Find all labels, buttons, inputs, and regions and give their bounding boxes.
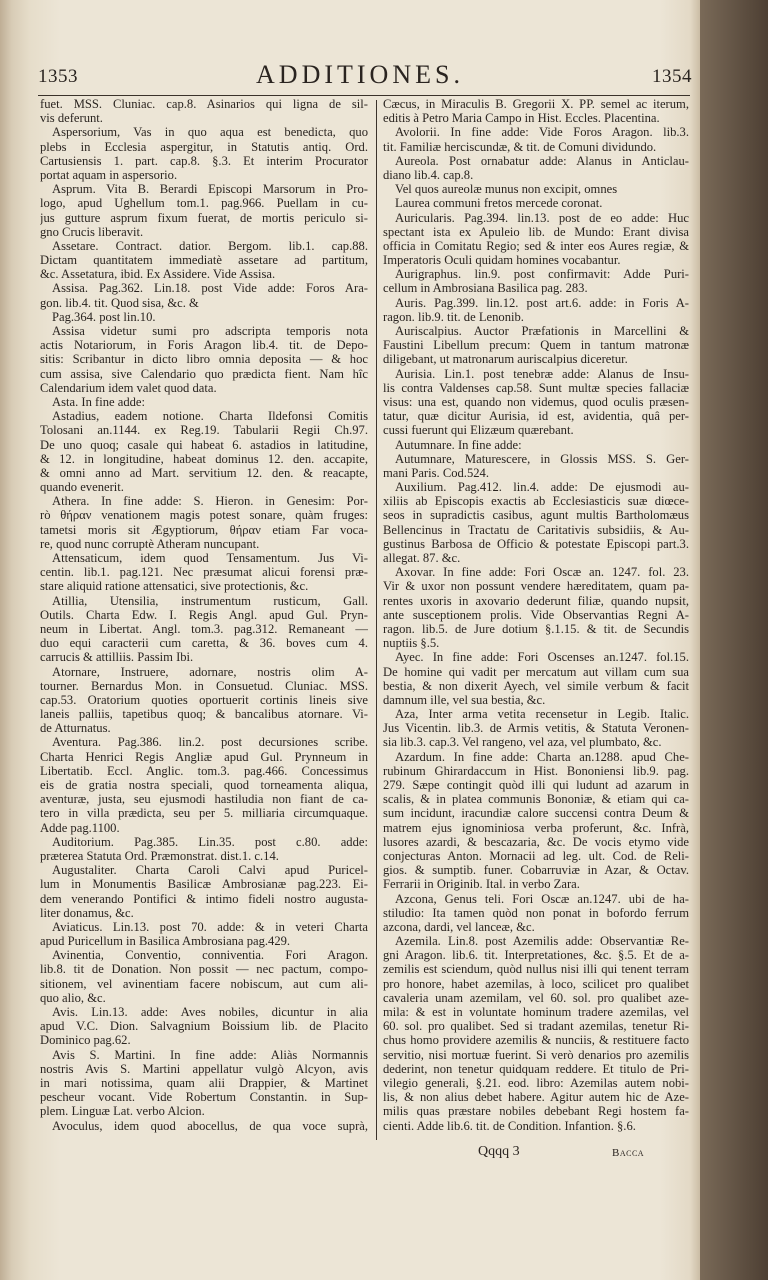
text-line: seos in supradictis casibus, agunt multis Bartholomæus: [383, 508, 689, 523]
text-line: plebs in Ecclesia aspergitur, in Statutis antiq. Ord.: [40, 139, 368, 154]
paragraph: [40, 1119, 368, 1133]
text-line: Bellencinus in Tractatu de Caritativis subsidiis, & Au-: [383, 522, 689, 537]
text-line: 60. sol. pro qualibet. Sed si tradant azemilas, tenetur Ri-: [383, 1019, 689, 1034]
text-line: lum in Monumentis Basilicæ Ambrosianæ pag.223. Ei-: [40, 877, 368, 892]
paragraph: [383, 452, 689, 480]
text-line: Auditorium. Pag.385. Lin.35. post c.80. adde:: [52, 834, 368, 849]
text-line: Asprum. Vita B. Berardi Episcopi Marsorum in Pro-: [52, 182, 368, 197]
text-line: laneis palliis, tapetibus quoq; & bancalibus atornare. Vi-: [40, 707, 368, 722]
text-line: Cartusiensis 1. part. cap.8. §.3. Et interim Procurator: [40, 153, 368, 168]
paragraph: [383, 934, 689, 1133]
text-line: tatur, quæ dicitur Aurisia, id est, avidentia, quâ per-: [383, 409, 689, 424]
text-line: azcona, dardi, vel lanceæ, &c.: [383, 919, 535, 934]
paragraph: [40, 125, 368, 182]
text-line: Aureola. Post ornabatur adde: Alanus in Anticlau-: [395, 153, 689, 168]
text-line: diano lib.4. cap.8.: [383, 167, 474, 182]
text-line: lib.8. tit de Donation. Non possit — nec pactum, compo-: [40, 962, 368, 977]
paragraph: [40, 920, 368, 948]
text-line: pescheur vocant. Vide Robertum Constantin. in Sup-: [40, 1090, 368, 1105]
text-line: plem. Linguæ Lat. verbo Alcion.: [40, 1104, 205, 1119]
text-line: Aurigraphus. lin.9. post confirmavit: Adde Puri-: [395, 267, 689, 282]
text-line: nuptiis §.5.: [383, 636, 440, 651]
text-line: dem venerando Pontifici & intimo fideli nostro augusta-: [40, 891, 368, 906]
text-line: gon. lib.4. tit. Quod sisa, &c. &: [40, 295, 199, 310]
text-line: in mari notissima, quam alii Drappier, & Martinet: [40, 1075, 368, 1090]
text-line: Avoculus, idem quod abocellus, de qua voce suprà,: [52, 1118, 368, 1133]
text-line: Aspersorium, Vas in quo aqua est benedicta, quo: [52, 125, 368, 140]
text-line: Auxilium. Pag.412. lin.4. adde: De ejusmodi au-: [395, 480, 689, 495]
paragraph: [40, 409, 368, 494]
text-line: & 12. in longitudine, habeat dominus 12. den. accapite,: [40, 451, 368, 466]
paragraph: [383, 324, 689, 367]
text-line: tourner. Bernardus Mon. in Consuetud. Cluniac. MSS.: [40, 678, 368, 693]
text-line: cap.53. Oratorium quoties oportuerit cortinis lineis sive: [40, 692, 368, 707]
paragraph: [40, 1048, 368, 1119]
paragraph: [383, 438, 689, 452]
paragraph: [40, 551, 368, 594]
paragraph: [40, 835, 368, 863]
text-line: lis contra Valdenses cap.58. Sunt multæ species fallaciæ: [383, 380, 689, 395]
page-number-left: 1353: [38, 66, 78, 87]
text-line: damnum ille, vel sua bestia, &c.: [383, 692, 546, 707]
text-line: Tolosani an.1144. ex Reg.19. Tabularii Regii Ch.97.: [40, 423, 368, 438]
text-line: chus homo providere azemilis & nunciis, & restituere facto: [383, 1033, 689, 1048]
text-line: Attensaticum, idem quod Tensamentum. Jus Vi-: [52, 551, 368, 565]
text-line: actis Notariorum, in Foris Aragon lib.4. tit. de Depo-: [40, 338, 368, 353]
text-line: Athera. In fine adde: S. Hieron. in Genesim: Por-: [52, 494, 368, 509]
paragraph: [40, 395, 368, 409]
text-line: mila: & est in voluntate hominum tradere azemilas, vel: [383, 1005, 689, 1019]
text-line: de Atturnatus.: [40, 721, 111, 736]
text-line: Vir & uxor non possunt vendere hæreditatem, quam pa-: [383, 579, 689, 594]
text-line: Aza, Inter arma vetita recensetur in Legib. Italic.: [395, 707, 689, 722]
paragraph: [383, 707, 689, 750]
text-line: pro honore, habet azemilas, à loco, scilicet pro qualibet: [383, 976, 689, 991]
paragraph: [383, 125, 689, 153]
text-line: ante susceptionem prolis. Vide Observantias Regni A-: [383, 607, 689, 622]
text-line: mani Paris. Cod.524.: [383, 465, 489, 480]
text-line: zemilis est sciendum, quòd nullus nisi illi qui tenent terram: [383, 962, 689, 977]
paragraph: [383, 565, 689, 650]
text-line: Augustaliter. Charta Caroli Calvi apud Puricel-: [52, 863, 368, 878]
text-line: Assetare. Contract. datior. Bergom. lib.1. cap.88.: [52, 238, 368, 253]
text-line: Atillia, Utensilia, instrumentum rusticum, Gall.: [52, 593, 368, 608]
column-divider: [376, 100, 377, 1140]
text-line: rubinum Ghirardaccum in Hist. Bononiensi lib.9. pag.: [383, 763, 689, 778]
paragraph: [40, 665, 368, 736]
text-line: cienti. Adde lib.6. tit. de Condition. Infantion. §.6.: [383, 1118, 636, 1133]
text-line: ragon. lib.5. de Jure dotium §.1.15. & tit. de Secundis: [383, 621, 689, 636]
text-line: diligebant, ut matronarum auriscalpius diceretur.: [383, 352, 628, 367]
text-line: milis quas præstare nobiles debebant Regi hostem fa-: [383, 1104, 689, 1119]
signature-mark: Qqqq 3: [478, 1144, 520, 1159]
paragraph: [40, 182, 368, 239]
text-line: apud V.C. Dion. Salvagnium Boissium lib. de Placito: [40, 1019, 368, 1034]
text-line: quo alio, &c.: [40, 990, 106, 1005]
text-line: Asta. In fine adde:: [52, 394, 146, 409]
paragraph: [383, 480, 689, 565]
text-line: Aventura. Pag.386. lin.2. post decursiones scribe.: [52, 735, 368, 750]
text-line: xiliis ab Episcopis exactis ab Ecclesiasticis suæ diœce-: [383, 494, 689, 509]
paragraph: [383, 154, 689, 182]
paragraph: [383, 196, 689, 210]
text-line: sitis: Scribantur in dicto libro omnia deposita — & hoc: [40, 352, 368, 367]
text-line: cavaleria unam azemilam, vel 60. sol. pro qualibet aze-: [383, 990, 689, 1005]
book-edge: [700, 0, 768, 1280]
text-line: editis à Petro Maria Campo in Hist. Eccles. Placentina.: [383, 111, 660, 126]
text-line: stare aliquid ratione attensatici, sive protectionis, &c.: [40, 579, 309, 594]
text-line: Cæcus, in Miraculis B. Gregorii X. PP. semel ac iterum,: [383, 97, 689, 111]
paragraph: [40, 494, 368, 551]
text-line: tero in villa prædicta, seu per 5. milliaria circumquaque.: [40, 806, 368, 821]
text-line: cum assisa, sive Calendario quo prædicta fient. Nam hîc: [40, 366, 368, 381]
text-line: scalis, & in platea communis Bononiæ, & etiam qui ca-: [383, 792, 689, 807]
text-line: allegat. 87. &c.: [383, 551, 461, 565]
paragraph: [40, 281, 368, 309]
text-line: lis, & non alius debet habere. Agitur autem hic de Aze-: [383, 1090, 689, 1105]
text-line: Aurisia. Lin.1. post tenebræ adde: Alanus de Insu-: [395, 366, 689, 381]
text-line: lusores azardi, & bescazaria, &c. De vocis etymo vide: [383, 834, 689, 849]
text-line: quando evenerit.: [40, 480, 124, 495]
paragraph: [383, 750, 689, 892]
text-line: Adde pag.1100.: [40, 820, 120, 835]
text-line: sia lib.3. cap.3. Vel rangeno, vel aza, vel plumbato, &c.: [383, 735, 662, 750]
paragraph: [383, 182, 689, 196]
text-line: cussi fuerunt qui Elizæum quærebant.: [383, 423, 574, 438]
text-line: Pag.364. post lin.10.: [52, 309, 156, 324]
text-line: spectant ista ex Apuleio lib. de Mundo: Erant divisa: [383, 224, 689, 239]
text-line: Autumnare, Maturescere, in Glossis MSS. S. Ger-: [395, 451, 689, 466]
text-line: Assisa videtur sumi pro adscripta temporis nota: [52, 324, 368, 338]
paragraph: [40, 239, 368, 282]
paragraph: [40, 863, 368, 920]
text-line: vilegio generali, §.21. eod. libro: Azemilas autem nobi-: [383, 1075, 689, 1090]
text-line: nostris Avis S. Martini appellatur vulgò Alcyon, avis: [40, 1061, 368, 1076]
page-number-right: 1354: [652, 66, 692, 87]
paragraph: [40, 735, 368, 834]
text-line: &c. Assetatura, ibid. Ex Assidere. Vide Assisa.: [40, 267, 276, 282]
text-line: matrem ejus ignominiosa verba proferunt, &c. Infrà,: [383, 820, 689, 835]
text-line: Vel quos aureolæ munus non excipit, omnes: [395, 182, 618, 197]
text-line: visus: una est, quando non videmus, quod oculis præsen-: [383, 394, 689, 409]
text-line: Charta Henrici Regis Angliæ apud Gul. Prynneum in: [40, 749, 368, 764]
text-line: gustinus Barbosa de Officio & potestate Episcopi part.3.: [383, 536, 689, 551]
catchword: Bacca: [612, 1147, 645, 1159]
text-line: Azcona, Genus teli. Fori Oscæ an.1247. ubi de ha-: [395, 891, 689, 906]
text-line: Auriscalpius. Auctor Præfationis in Marcellini &: [395, 324, 689, 338]
paragraph: [40, 948, 368, 1005]
text-line: neum in Libertat. Angl. tom.3. pag.312. Remaneant —: [40, 621, 368, 636]
paragraph: [383, 296, 689, 324]
text-line: Jus Vicentin. lib.3. de Armis vetitis, & Statuta Veronen-: [383, 721, 689, 736]
text-line: tit. Familiæ herciscundæ, & tit. de Comuni dividundo.: [383, 139, 657, 154]
paragraph: [40, 97, 368, 125]
paragraph: [383, 650, 689, 707]
text-line: Imperatoris Oculi quidam homines vocabantur.: [383, 253, 621, 268]
text-line: Aviaticus. Lin.13. post 70. adde: & in veteri Charta: [52, 919, 368, 934]
text-line: & omni anno ad Mart. servitium 12. den. & reacapte,: [40, 465, 368, 480]
paragraph: [40, 324, 368, 395]
right-column: [383, 97, 689, 1133]
text-line: Auricularis. Pag.394. lin.13. post de eo adde: Huc: [395, 210, 689, 225]
paragraph: [383, 97, 689, 125]
text-line: duo equi caracterii cum caretta, & 36. boves cum 4.: [40, 636, 368, 651]
text-line: rentes uxoris in axovario dederunt filiæ, quando nupsit,: [383, 593, 689, 608]
text-line: centin. lib.1. pag.121. Nec præsumat alicui forensi præ-: [40, 565, 368, 580]
text-line: carrucis & attilliis. Passim Ibi.: [40, 650, 194, 665]
text-line: Dominico pag.62.: [40, 1033, 131, 1048]
text-line: Avis S. Martini. In fine adde: Aliàs Normannis: [52, 1047, 368, 1062]
text-line: fuet. MSS. Cluniac. cap.8. Asinarios qui ligna de sil-: [40, 97, 368, 111]
text-line: apud Puricellum in Basilica Ambrosiana pag.429.: [40, 934, 291, 949]
running-title: ADDITIONES.: [256, 60, 464, 89]
text-line: Axovar. In fine adde: Fori Oscæ an. 1247. fol. 23.: [395, 565, 689, 580]
text-line: Ayec. In fine adde: Fori Oscenses an.1247. fol.15.: [395, 650, 689, 665]
paragraph: [40, 594, 368, 665]
text-line: stiludio: Ita tamen quòd non ponat in bofordo ferrum: [383, 905, 689, 920]
paragraph: [40, 310, 368, 324]
text-line: rò θήραν venationem magis potest sonare, quàm fruges:: [40, 508, 368, 523]
text-line: Auris. Pag.399. lin.12. post art.6. adde: in Foris A-: [395, 295, 689, 310]
text-line: Faustini Libellum precum: Quem in tantum matronæ: [383, 338, 689, 353]
text-line: bestia, & non dixerit Ayech, vel simile verbum & facit: [383, 678, 689, 693]
text-line: Libertatib. Eccl. Anglic. tom.3. pag.466. Concessimus: [40, 763, 368, 778]
paragraph: [383, 211, 689, 268]
text-line: logo, apud Ughellum tom.1. pag.966. Puellam in cu-: [40, 196, 368, 211]
text-line: Assisa. Pag.362. Lin.18. post Vide adde: Foros Ara-: [52, 281, 368, 296]
text-line: Atornare, Instruere, adornare, nostris olim A-: [52, 664, 368, 679]
paragraph: [383, 892, 689, 935]
text-line: portat aquam in aspersorio.: [40, 167, 178, 182]
text-line: tametsi moris sit Ægyptiorum, θήραν etiam Far voca-: [40, 522, 368, 537]
text-line: sitionem, vel avinentiam facere nobiscum, aut cum ali-: [40, 976, 368, 991]
text-line: De uno quoq; casale qui habeat 6. astadios in latitudine,: [40, 437, 368, 452]
text-line: eis de gratia nostra speciali, quod torneamenta aliqua,: [40, 778, 368, 792]
text-line: Azardum. In fine adde: Charta an.1288. apud Che-: [395, 749, 689, 764]
text-line: sum incidunt, iracundiæ calore succensi contra Deum &: [383, 806, 689, 821]
paragraph: [40, 1005, 368, 1048]
text-line: Dictam quantitatem immediatè assetare ad partitum,: [40, 253, 368, 268]
text-line: dederint, non tenetur quidquam reddere. Et titulo de Pri-: [383, 1061, 689, 1076]
paragraph: [383, 267, 689, 295]
text-line: Avis. Lin.13. adde: Aves nobiles, dicuntur in alia: [52, 1005, 368, 1019]
text-line: Avinentia, Conventio, conniventia. Fori Aragon.: [52, 948, 368, 963]
text-line: Avolorii. In fine adde: Vide Foros Aragon. lib.3.: [395, 125, 689, 140]
text-line: re, quod nunc corruptè Atheram nuncupant.: [40, 536, 260, 551]
text-line: conjecturas Anton. Mornacii ad leg. ult. Cod. de Reli-: [383, 848, 689, 863]
text-line: officia in Comitatu Regio; sed & inter eos Aures regiæ, &: [383, 238, 689, 253]
text-line: ragon. lib.9. tit. de Lenonib.: [383, 309, 524, 324]
text-line: præterea Statuta Ord. Præmonstrat. dist.1. c.14.: [40, 848, 279, 863]
paragraph: [383, 367, 689, 438]
text-line: Outils. Charta Edw. I. Regis Angl. apud Gul. Pryn-: [40, 607, 368, 622]
text-line: 279. Sæpe contingit quòd illi qui ludunt ad azarum in: [383, 778, 689, 792]
text-line: cellum in Ambrosiana Basilica pag. 283.: [383, 281, 588, 296]
text-line: Azemila. Lin.8. post Azemilis adde: Observantiæ Re-: [395, 934, 689, 949]
text-line: gno Crucis liberavit.: [40, 224, 144, 239]
text-line: gios. & sumptib. funer. Cobarruviæ in Azar, & Octav.: [383, 863, 689, 878]
text-line: Laurea communi fretos mercede coronat.: [395, 196, 603, 211]
text-line: De homine qui vadit per mercatum aut villam cum sua: [383, 664, 689, 679]
text-line: vis deferunt.: [40, 111, 103, 126]
text-line: aventuræ, justa, seu ejusmodi hastiludia non fiant de ca-: [40, 792, 368, 807]
text-line: Astadius, eadem notione. Charta Ildefonsi Comitis: [52, 409, 368, 424]
text-line: Calendarium idem valet quod data.: [40, 380, 217, 395]
text-line: Autumnare. In fine adde:: [395, 437, 522, 452]
text-line: liter donamus, &c.: [40, 905, 134, 920]
text-line: Ferrarii in Originib. Ital. in verbo Zara.: [383, 877, 580, 892]
header-rule: [38, 95, 690, 96]
text-line: servitio, nisi mortuæ fuerint. Si verò denarios pro azemilis: [383, 1047, 689, 1062]
text-line: gni Aragon. lib.6. tit. Interpretationes, &c. §.5. Et de a-: [383, 948, 689, 963]
left-column: [40, 97, 368, 1133]
text-line: jus gutture asprum fixum fuerat, de mortis periculo si-: [40, 210, 368, 225]
